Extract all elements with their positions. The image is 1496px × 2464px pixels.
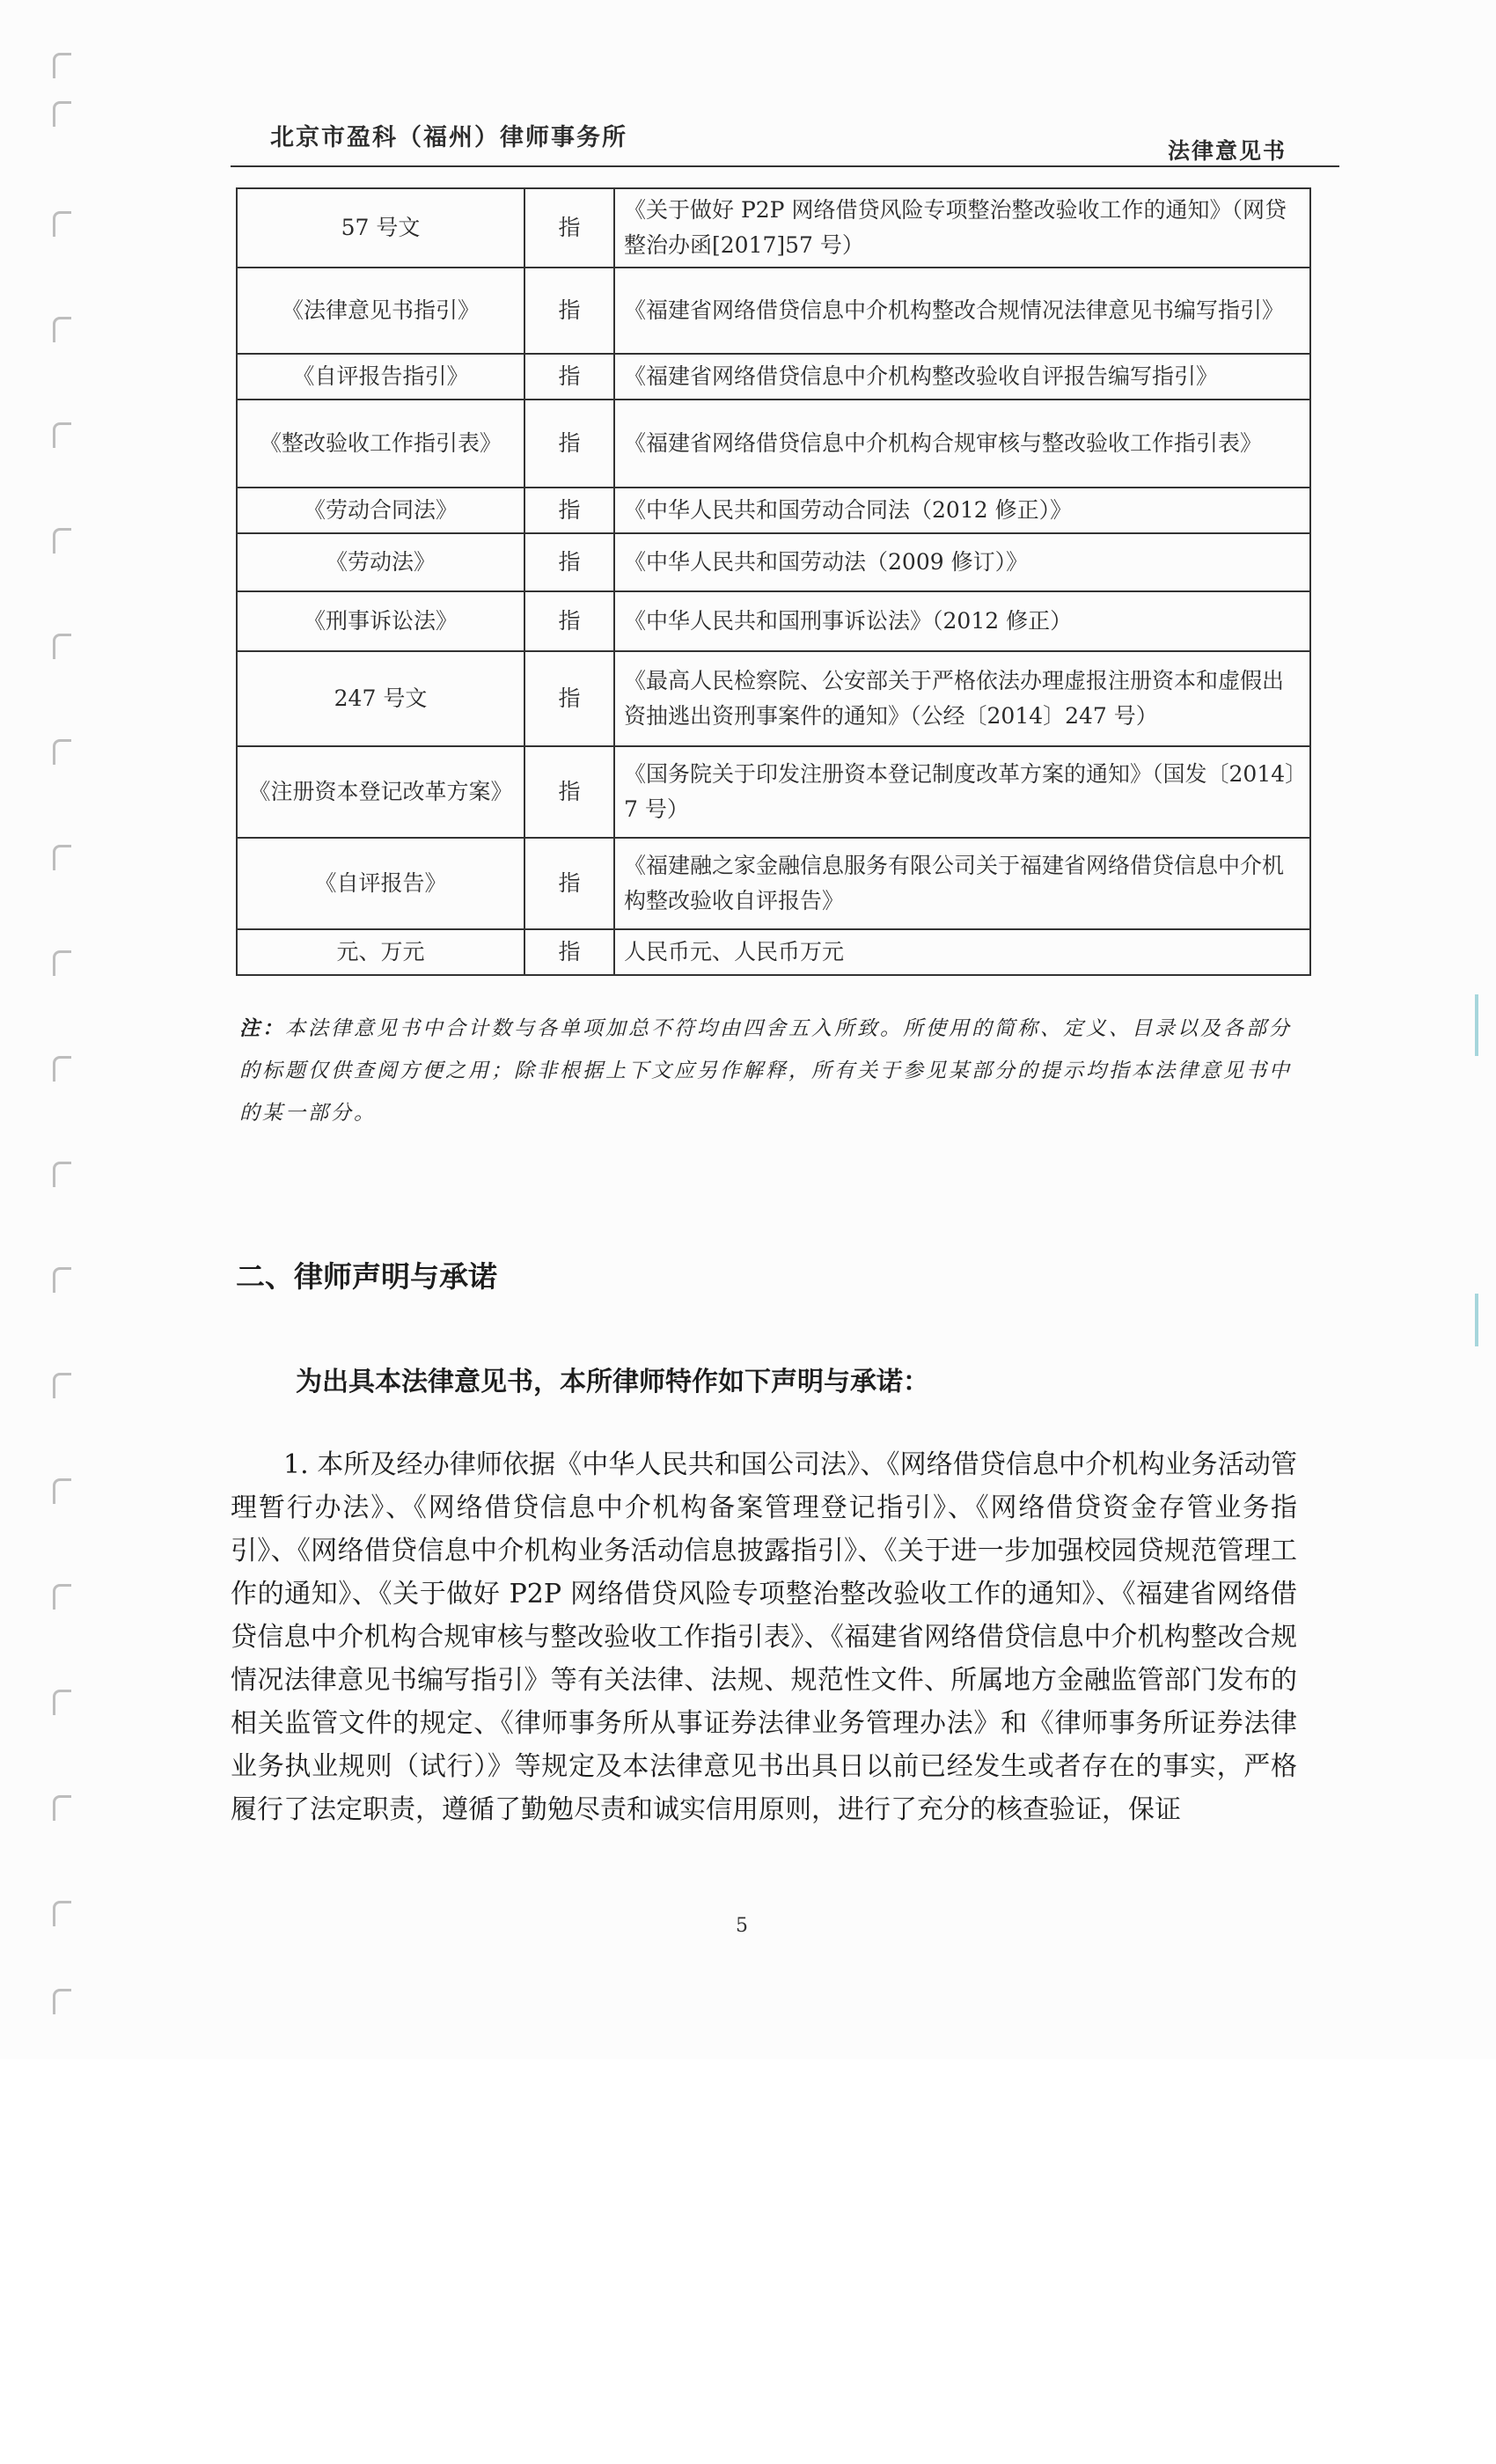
firm-name: 北京市盈科（福州）律师事务所 bbox=[270, 124, 627, 151]
term-cell: 《法律意见书指引》 bbox=[237, 268, 524, 354]
definition-cell: 《中华人民共和国劳动法（2009 修订）》 bbox=[614, 533, 1310, 591]
table-row bbox=[237, 188, 1310, 268]
means-cell: 指 bbox=[524, 591, 614, 651]
means-cell: 指 bbox=[524, 929, 614, 975]
table-row bbox=[237, 838, 1310, 929]
definition-cell: 《福建融之家金融信息服务有限公司关于福建省网络借贷信息中介机构整改验收自评报告》 bbox=[614, 838, 1310, 929]
definition-cell: 《福建省网络借贷信息中介机构合规审核与整改验收工作指引表》 bbox=[614, 400, 1310, 488]
binding-mark bbox=[53, 1162, 71, 1187]
term-cell: 《整改验收工作指引表》 bbox=[237, 400, 524, 488]
binding-mark bbox=[53, 1989, 71, 2014]
table-row bbox=[237, 929, 1310, 975]
section-heading: 二、律师声明与承诺 bbox=[236, 1259, 497, 1294]
binding-mark bbox=[53, 1056, 71, 1082]
means-cell: 指 bbox=[524, 838, 614, 929]
definition-cell: 《关于做好 P2P 网络借贷风险专项整治整改验收工作的通知》（网贷整治办函[2017]57 号） bbox=[614, 188, 1310, 268]
term-cell: 《自评报告指引》 bbox=[237, 354, 524, 400]
table-row bbox=[237, 354, 1310, 400]
binding-mark bbox=[53, 1690, 71, 1715]
definition-cell: 《最高人民检察院、公安部关于严格依法办理虚报注册资本和虚假出资抽逃出资刑事案件的通知》（公经〔2014〕247 号） bbox=[614, 651, 1310, 746]
definition-cell: 《国务院关于印发注册资本登记制度改革方案的通知》（国发〔2014〕7 号） bbox=[614, 746, 1310, 838]
definition-cell: 《福建省网络借贷信息中介机构整改合规情况法律意见书编写指引》 bbox=[614, 268, 1310, 354]
binding-mark bbox=[53, 422, 71, 448]
binding-mark bbox=[53, 1584, 71, 1610]
table-note bbox=[239, 1008, 1295, 1134]
table-row bbox=[237, 400, 1310, 488]
binding-mark bbox=[53, 1267, 71, 1293]
means-cell: 指 bbox=[524, 746, 614, 838]
definition-cell: 《福建省网络借贷信息中介机构整改验收自评报告编写指引》 bbox=[614, 354, 1310, 400]
binding-mark bbox=[53, 1901, 71, 1926]
binding-mark bbox=[53, 950, 71, 976]
means-cell: 指 bbox=[524, 268, 614, 354]
binding-mark bbox=[53, 211, 71, 237]
body-paragraph: 1. 本所及经办律师依据《中华人民共和国公司法》、《网络借贷信息中介机构业务活动管理暂行办法》、《网络借贷信息中介机构备案管理登记指引》、《网络借贷资金存管业务指引》、《网络借贷信息中介机构业务活动信息披露指引》、《关于进一步加强校园贷规范管理工作的通知》、《关于做好 P2P 网络借贷风险专项整治整改验收工作的通知》、《福建省网络借贷信息中介机构合规审核与整改验收工作指引表》、《福建省网络借贷信息中介机构整改合规情况法律意见书编写指引》等有关法律、法规、规范性文件、所属地方金融监管部门发布的相关监管文件的规定、《律师事务所从事证券法律业务管理办法》和《律师事务所证券法律业务执业规则（试行）》等规定及本法律意见书出具日以前已经发生或者存在的事实，严格履行了法定职责，遵循了勤勉尽责和诚实信用原则，进行了充分的核查验证，保证 bbox=[231, 1449, 1297, 1825]
term-cell: 《刑事诉讼法》 bbox=[237, 591, 524, 651]
means-cell: 指 bbox=[524, 400, 614, 488]
means-cell: 指 bbox=[524, 354, 614, 400]
table-row bbox=[237, 268, 1310, 354]
binding-mark bbox=[53, 53, 71, 78]
table-row bbox=[237, 591, 1310, 651]
binding-mark bbox=[53, 1478, 71, 1504]
term-cell: 《自评报告》 bbox=[237, 838, 524, 929]
scan-edge-mark bbox=[1475, 1294, 1478, 1346]
document-type: 法律意见书 bbox=[1167, 138, 1287, 164]
binding-mark bbox=[53, 1373, 71, 1398]
binding-mark bbox=[53, 528, 71, 554]
table-row bbox=[237, 488, 1310, 533]
term-cell: 《劳动法》 bbox=[237, 533, 524, 591]
means-cell: 指 bbox=[524, 188, 614, 268]
means-cell: 指 bbox=[524, 533, 614, 591]
definition-cell: 人民币元、人民币万元 bbox=[614, 929, 1310, 975]
section-intro: 为出具本法律意见书，本所律师特作如下声明与承诺： bbox=[296, 1367, 929, 1397]
page-header bbox=[231, 113, 1339, 167]
binding-mark bbox=[53, 317, 71, 342]
binding-mark bbox=[53, 101, 71, 127]
binding-holes bbox=[53, 53, 79, 2033]
definition-cell: 《中华人民共和国劳动合同法（2012 修正）》 bbox=[614, 488, 1310, 533]
table-row bbox=[237, 746, 1310, 838]
scan-edge-mark bbox=[1475, 994, 1478, 1056]
definitions-table bbox=[236, 187, 1311, 976]
header-rule bbox=[231, 165, 1339, 167]
term-cell: 247 号文 bbox=[237, 651, 524, 746]
table-row bbox=[237, 533, 1310, 591]
means-cell: 指 bbox=[524, 488, 614, 533]
table-row bbox=[237, 651, 1310, 746]
means-cell: 指 bbox=[524, 651, 614, 746]
term-cell: 57 号文 bbox=[237, 188, 524, 268]
page-number: 5 bbox=[736, 1915, 748, 1937]
binding-mark bbox=[53, 845, 71, 870]
term-cell: 《劳动合同法》 bbox=[237, 488, 524, 533]
term-cell: 《注册资本登记改革方案》 bbox=[237, 746, 524, 838]
binding-mark bbox=[53, 739, 71, 765]
binding-mark bbox=[53, 634, 71, 659]
term-cell: 元、万元 bbox=[237, 929, 524, 975]
note-label: 注： bbox=[239, 1016, 285, 1040]
binding-mark bbox=[53, 1795, 71, 1821]
definition-cell: 《中华人民共和国刑事诉讼法》（2012 修正） bbox=[614, 591, 1310, 651]
note-text: 本法律意见书中合计数与各单项加总不符均由四舍五入所致。所使用的简称、定义、目录以及各部分的标题仅供查阅方便之用；除非根据上下文应另作解释，所有关于参见某部分的提示均指本法律意见书中的某一部分。 bbox=[239, 1017, 1292, 1125]
